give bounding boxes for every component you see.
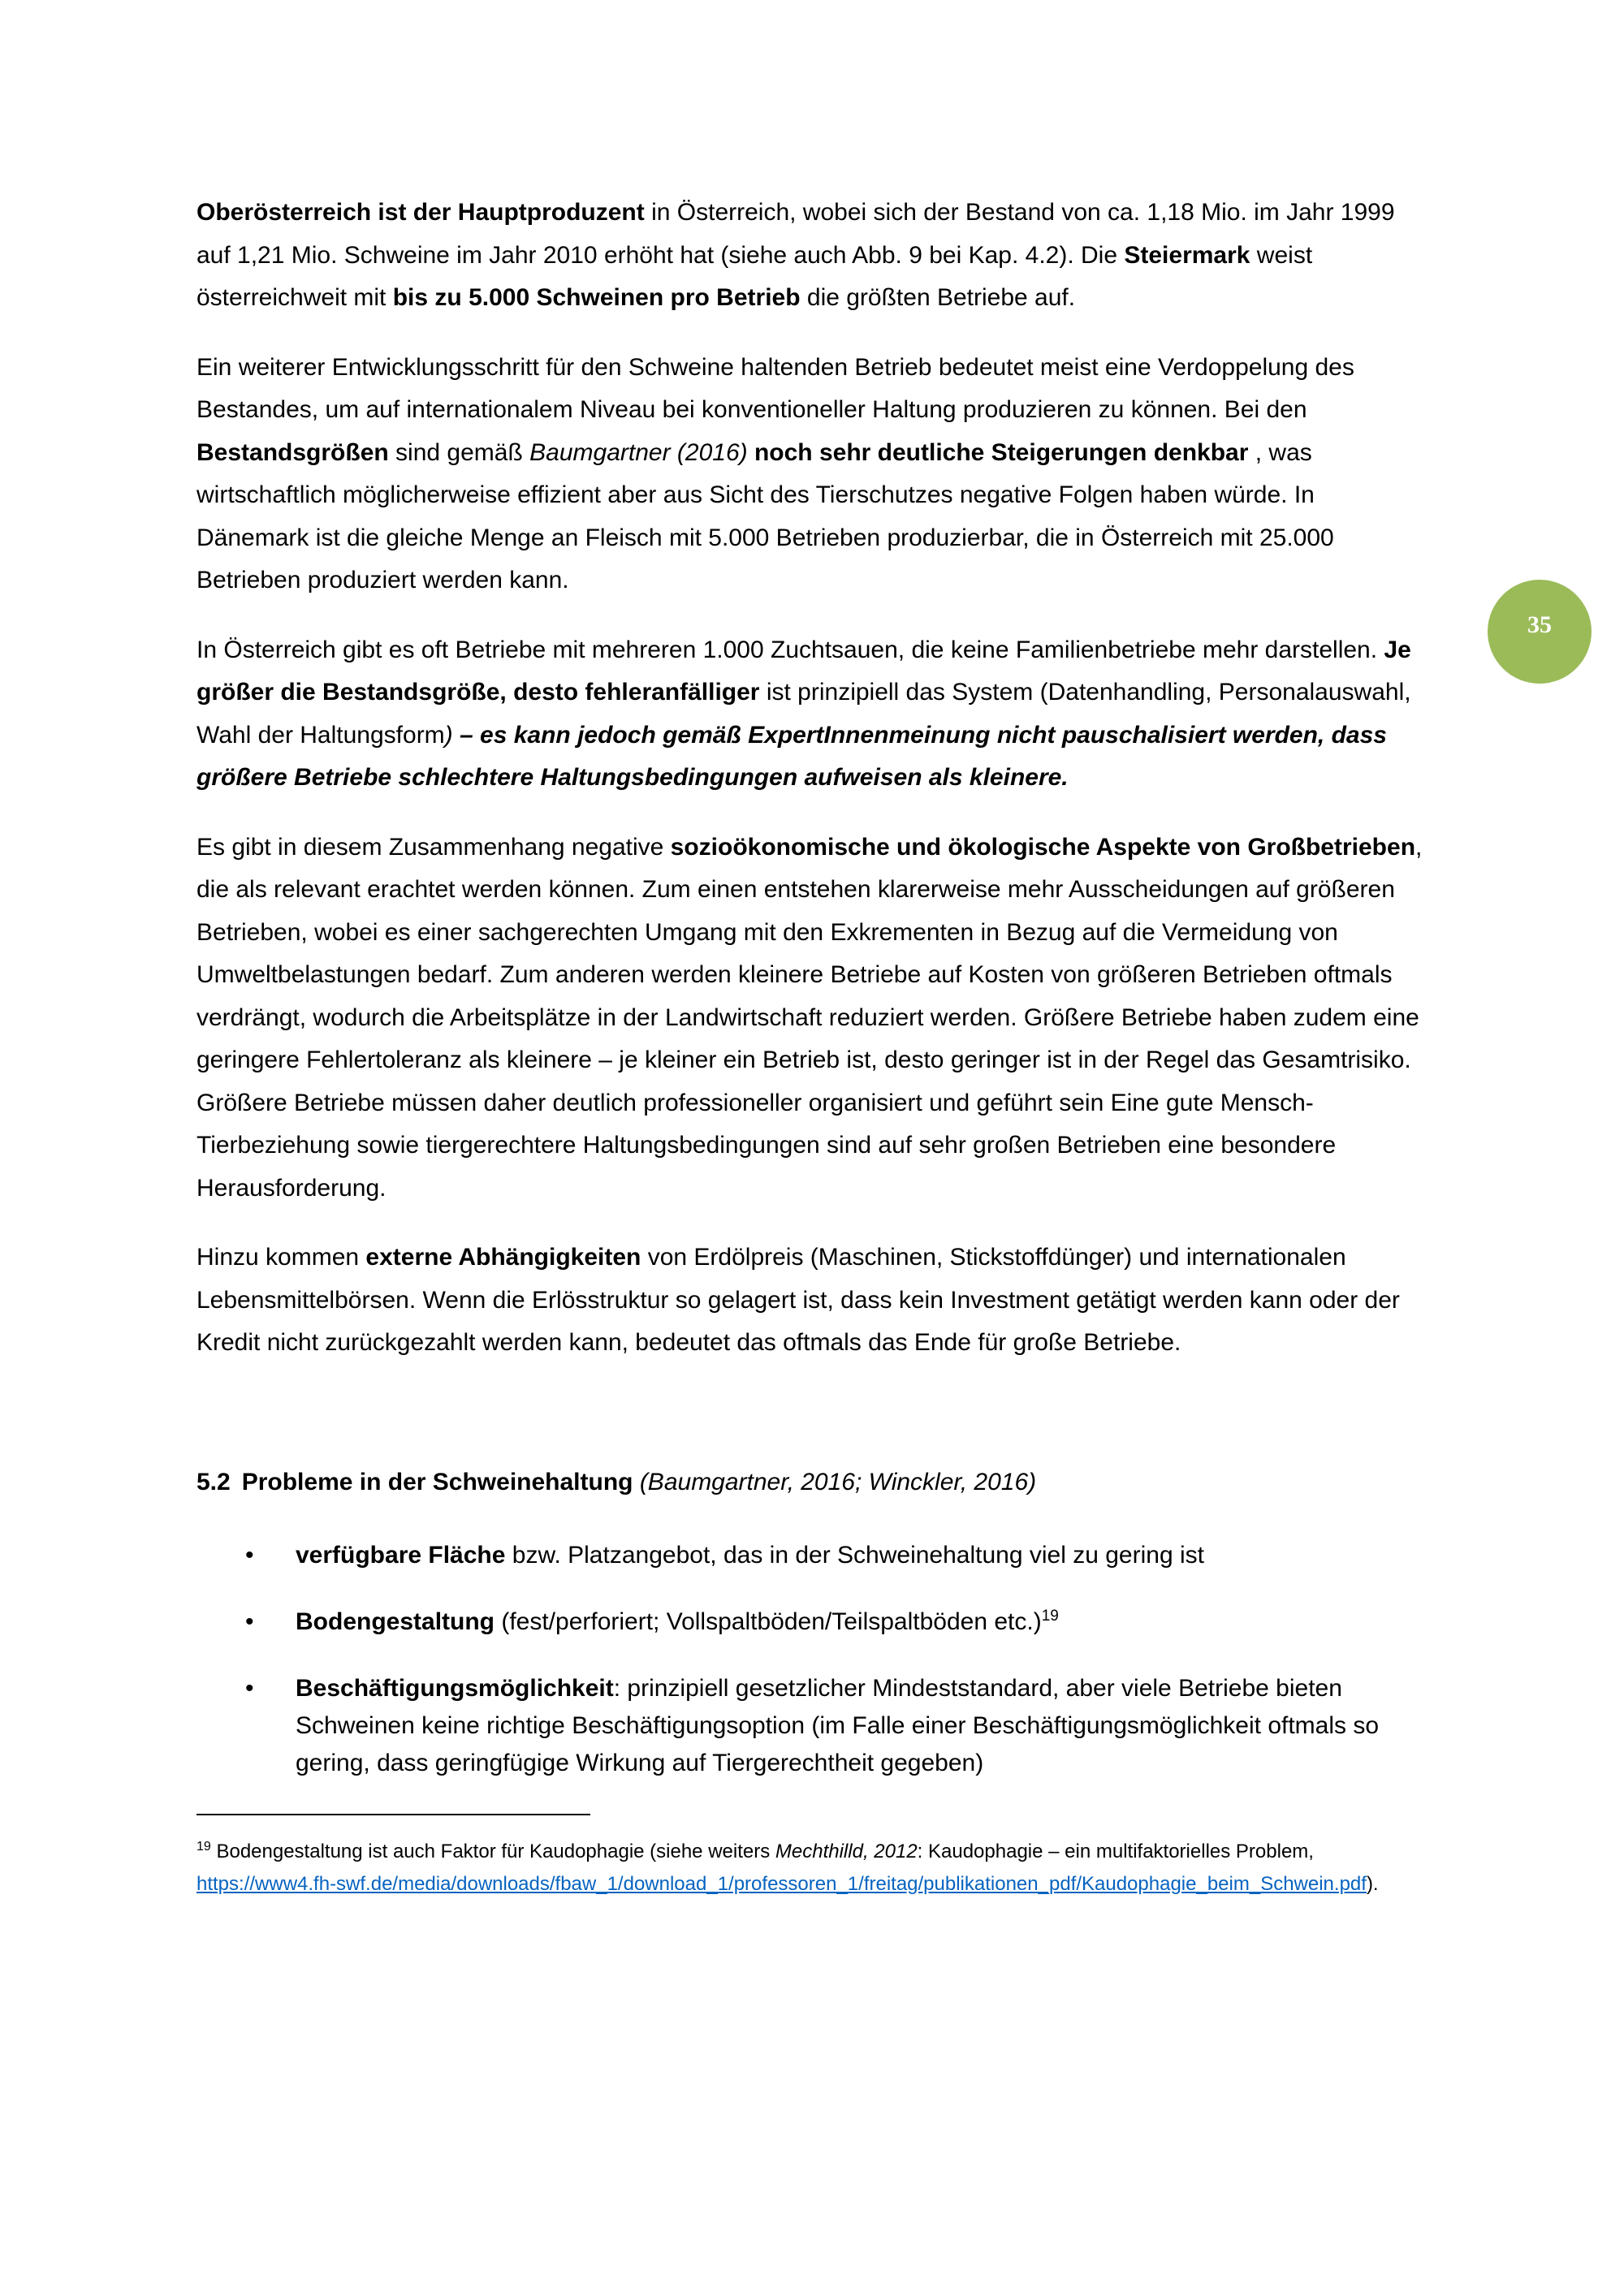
bold-phrase: externe Abhängigkeiten bbox=[365, 1244, 641, 1271]
text-run: Hinzu kommen bbox=[197, 1244, 366, 1271]
text-run: ist prinzipiell das System (Datenhandling, Personalauswahl, Wahl der Haltungsform bbox=[197, 679, 1411, 749]
paragraph-socioeconomic-aspects bbox=[197, 826, 1431, 1211]
text-run: weist österreichweit mit bbox=[197, 241, 1313, 311]
text-run: In Österreich gibt es oft Betriebe mit mehreren 1.000 Zuchtsauen, die keine Familienbetriebe mehr darstellen. bbox=[197, 636, 1384, 663]
bullet-term: Beschäftigungsmöglichkeit bbox=[296, 1675, 614, 1702]
bullet-symbol: • bbox=[245, 1542, 254, 1569]
bold-phrase: sozioökonomische und ökologische Aspekte von Großbetrieben bbox=[670, 833, 1416, 861]
paragraph-large-farms-risk bbox=[197, 629, 1431, 800]
text-run: die größten Betriebe auf. bbox=[800, 284, 1076, 311]
italic-citation: Baumgartner (2016) bbox=[529, 438, 748, 466]
text-run: , was wirtschaftlich möglicherweise effizient aber aus Sicht des Tierschutzes negative Folgen haben würde. In Dänemark ist die gleiche Menge an Fleisch mit 5.000 Betrieben produzierbar, die in Österreich mit 25.000 Betrieben produziert werden kann. bbox=[197, 438, 1334, 593]
text-run: sind gemäß bbox=[388, 438, 530, 466]
paragraph-external-dependencies bbox=[197, 1236, 1431, 1365]
footnote-link[interactable]: https://www4.fh-swf.de/media/downloads/fbaw_1/download_1/professoren_1/freitag/publikationen_pdf/Kaudophagie_beim_Schwein.pdf bbox=[197, 1873, 1367, 1895]
text-run: Ein weiterer Entwicklungsschritt für den Schweine haltenden Betrieb bedeutet meist eine Verdoppelung des Bestandes, um auf internationalem Niveau bei konventioneller Haltung produzieren zu können. Bei den bbox=[197, 353, 1354, 423]
bullet-term: verfügbare Fläche bbox=[296, 1542, 506, 1569]
section-title: Probleme in der Schweinehaltung bbox=[241, 1468, 633, 1495]
footnote-citation: Mechthilld, 2012 bbox=[775, 1841, 918, 1862]
footnote-text: ). bbox=[1366, 1873, 1379, 1895]
page-content bbox=[197, 192, 1431, 1901]
bullet-term: Bodengestaltung bbox=[296, 1608, 495, 1635]
bullet-item-floor-design bbox=[197, 1603, 1431, 1641]
section-heading bbox=[197, 1461, 1431, 1504]
text-run: Es gibt in diesem Zusammenhang negative bbox=[197, 833, 671, 861]
paragraph-herd-growth bbox=[197, 347, 1431, 602]
footnote bbox=[197, 1836, 1431, 1901]
section-citation: (Baumgartner, 2016; Winckler, 2016) bbox=[633, 1468, 1037, 1495]
section-number: 5.2 bbox=[197, 1468, 231, 1495]
page-number-badge bbox=[1488, 580, 1592, 684]
italic-text-run: ) bbox=[444, 721, 453, 749]
footnote-text: : Kaudophagie – ein multifaktorielles Problem, bbox=[917, 1841, 1314, 1862]
bullet-text: bzw. Platzangebot, das in der Schweinehaltung viel zu gering ist bbox=[505, 1542, 1204, 1569]
paragraph-main-producer bbox=[197, 192, 1431, 320]
bullet-symbol: • bbox=[245, 1675, 254, 1702]
text-run: , die als relevant erachtet werden können. Zum einen entstehen klarerweise mehr Ausscheidungen auf größeren Betrieben, wobei es einer sachgerechten Umgang mit den Exkrementen in Bezug auf die Vermeidung von Umweltbelastungen bedarf. Zum anderen werden kleinere Betriebe auf Kosten von größeren Betrieben oftmals verdrängt, wodurch die Arbeitsplätze in der Landwirtschaft reduziert werden. Größere Betriebe haben zudem eine geringere Fehlertoleranz als kleinere – je kleiner ein Betrieb ist, desto geringer ist in der Regel das Gesamtrisiko. Größere Betriebe müssen daher deutlich professioneller organisiert und geführt sein Eine gute Mensch-Tierbeziehung sowie tiergerechtere Haltungsbedingungen sind auf sehr großen Betrieben eine besondere Herausforderung. bbox=[197, 833, 1423, 1202]
footnote-text: Bodengestaltung ist auch Faktor für Kaudophagie (siehe weiters bbox=[210, 1841, 775, 1862]
text-run: von Erdölpreis (Maschinen, Stickstoffdünger) und internationalen Lebensmittelbörsen. Wenn die Erlösstruktur so gelagert ist, dass kein Investment getätigt werden kann oder der Kredit nicht zurückgezahlt werden kann, bedeutet das oftmals das Ende für große Betriebe. bbox=[197, 1244, 1400, 1356]
bullet-symbol: • bbox=[245, 1608, 254, 1635]
bold-phrase: noch sehr deutliche Steigerungen denkbar bbox=[747, 438, 1249, 466]
bold-italic-phrase: – es kann jedoch gemäß ExpertInnenmeinung nicht pauschalisiert werden, dass größere Betriebe schlechtere Haltungsbedingungen aufweisen als kleinere. bbox=[197, 721, 1387, 791]
bullet-text: : prinzipiell gesetzlicher Mindeststandard, aber viele Betriebe bieten Schweinen keine richtige Beschäftigungsoption (im Falle einer Beschäftigungsmöglichkeit oftmals so gering, dass geringfügige Wirkung auf Tiergerechtheit gegeben) bbox=[296, 1675, 1380, 1776]
bold-phrase: bis zu 5.000 Schweinen pro Betrieb bbox=[392, 284, 801, 311]
bullet-item-available-space bbox=[197, 1537, 1431, 1574]
bold-phrase: Steiermark bbox=[1124, 241, 1250, 269]
page-number: 35 bbox=[1527, 611, 1552, 638]
bullet-item-enrichment bbox=[197, 1670, 1431, 1782]
text-run: in Österreich, wobei sich der Bestand von ca. 1,18 Mio. im Jahr 1999 auf 1,21 Mio. Schweine im Jahr 2010 erhöht hat (siehe auch Abb. 9 bei Kap. 4.2). Die bbox=[197, 199, 1395, 269]
footnote-reference: 19 bbox=[1041, 1608, 1059, 1625]
bold-phrase: Je größer die Bestandsgröße, desto fehleranfälliger bbox=[197, 636, 1411, 706]
bold-phrase: Bestandsgrößen bbox=[197, 438, 389, 466]
footnote-number: 19 bbox=[197, 1840, 211, 1854]
bullet-text: (fest/perforiert; Vollspaltböden/Teilspaltböden etc.) bbox=[495, 1608, 1042, 1635]
bullet-list bbox=[197, 1537, 1431, 1782]
footnote-separator bbox=[197, 1814, 590, 1815]
bold-phrase: Oberösterreich ist der Hauptproduzent bbox=[197, 199, 645, 226]
